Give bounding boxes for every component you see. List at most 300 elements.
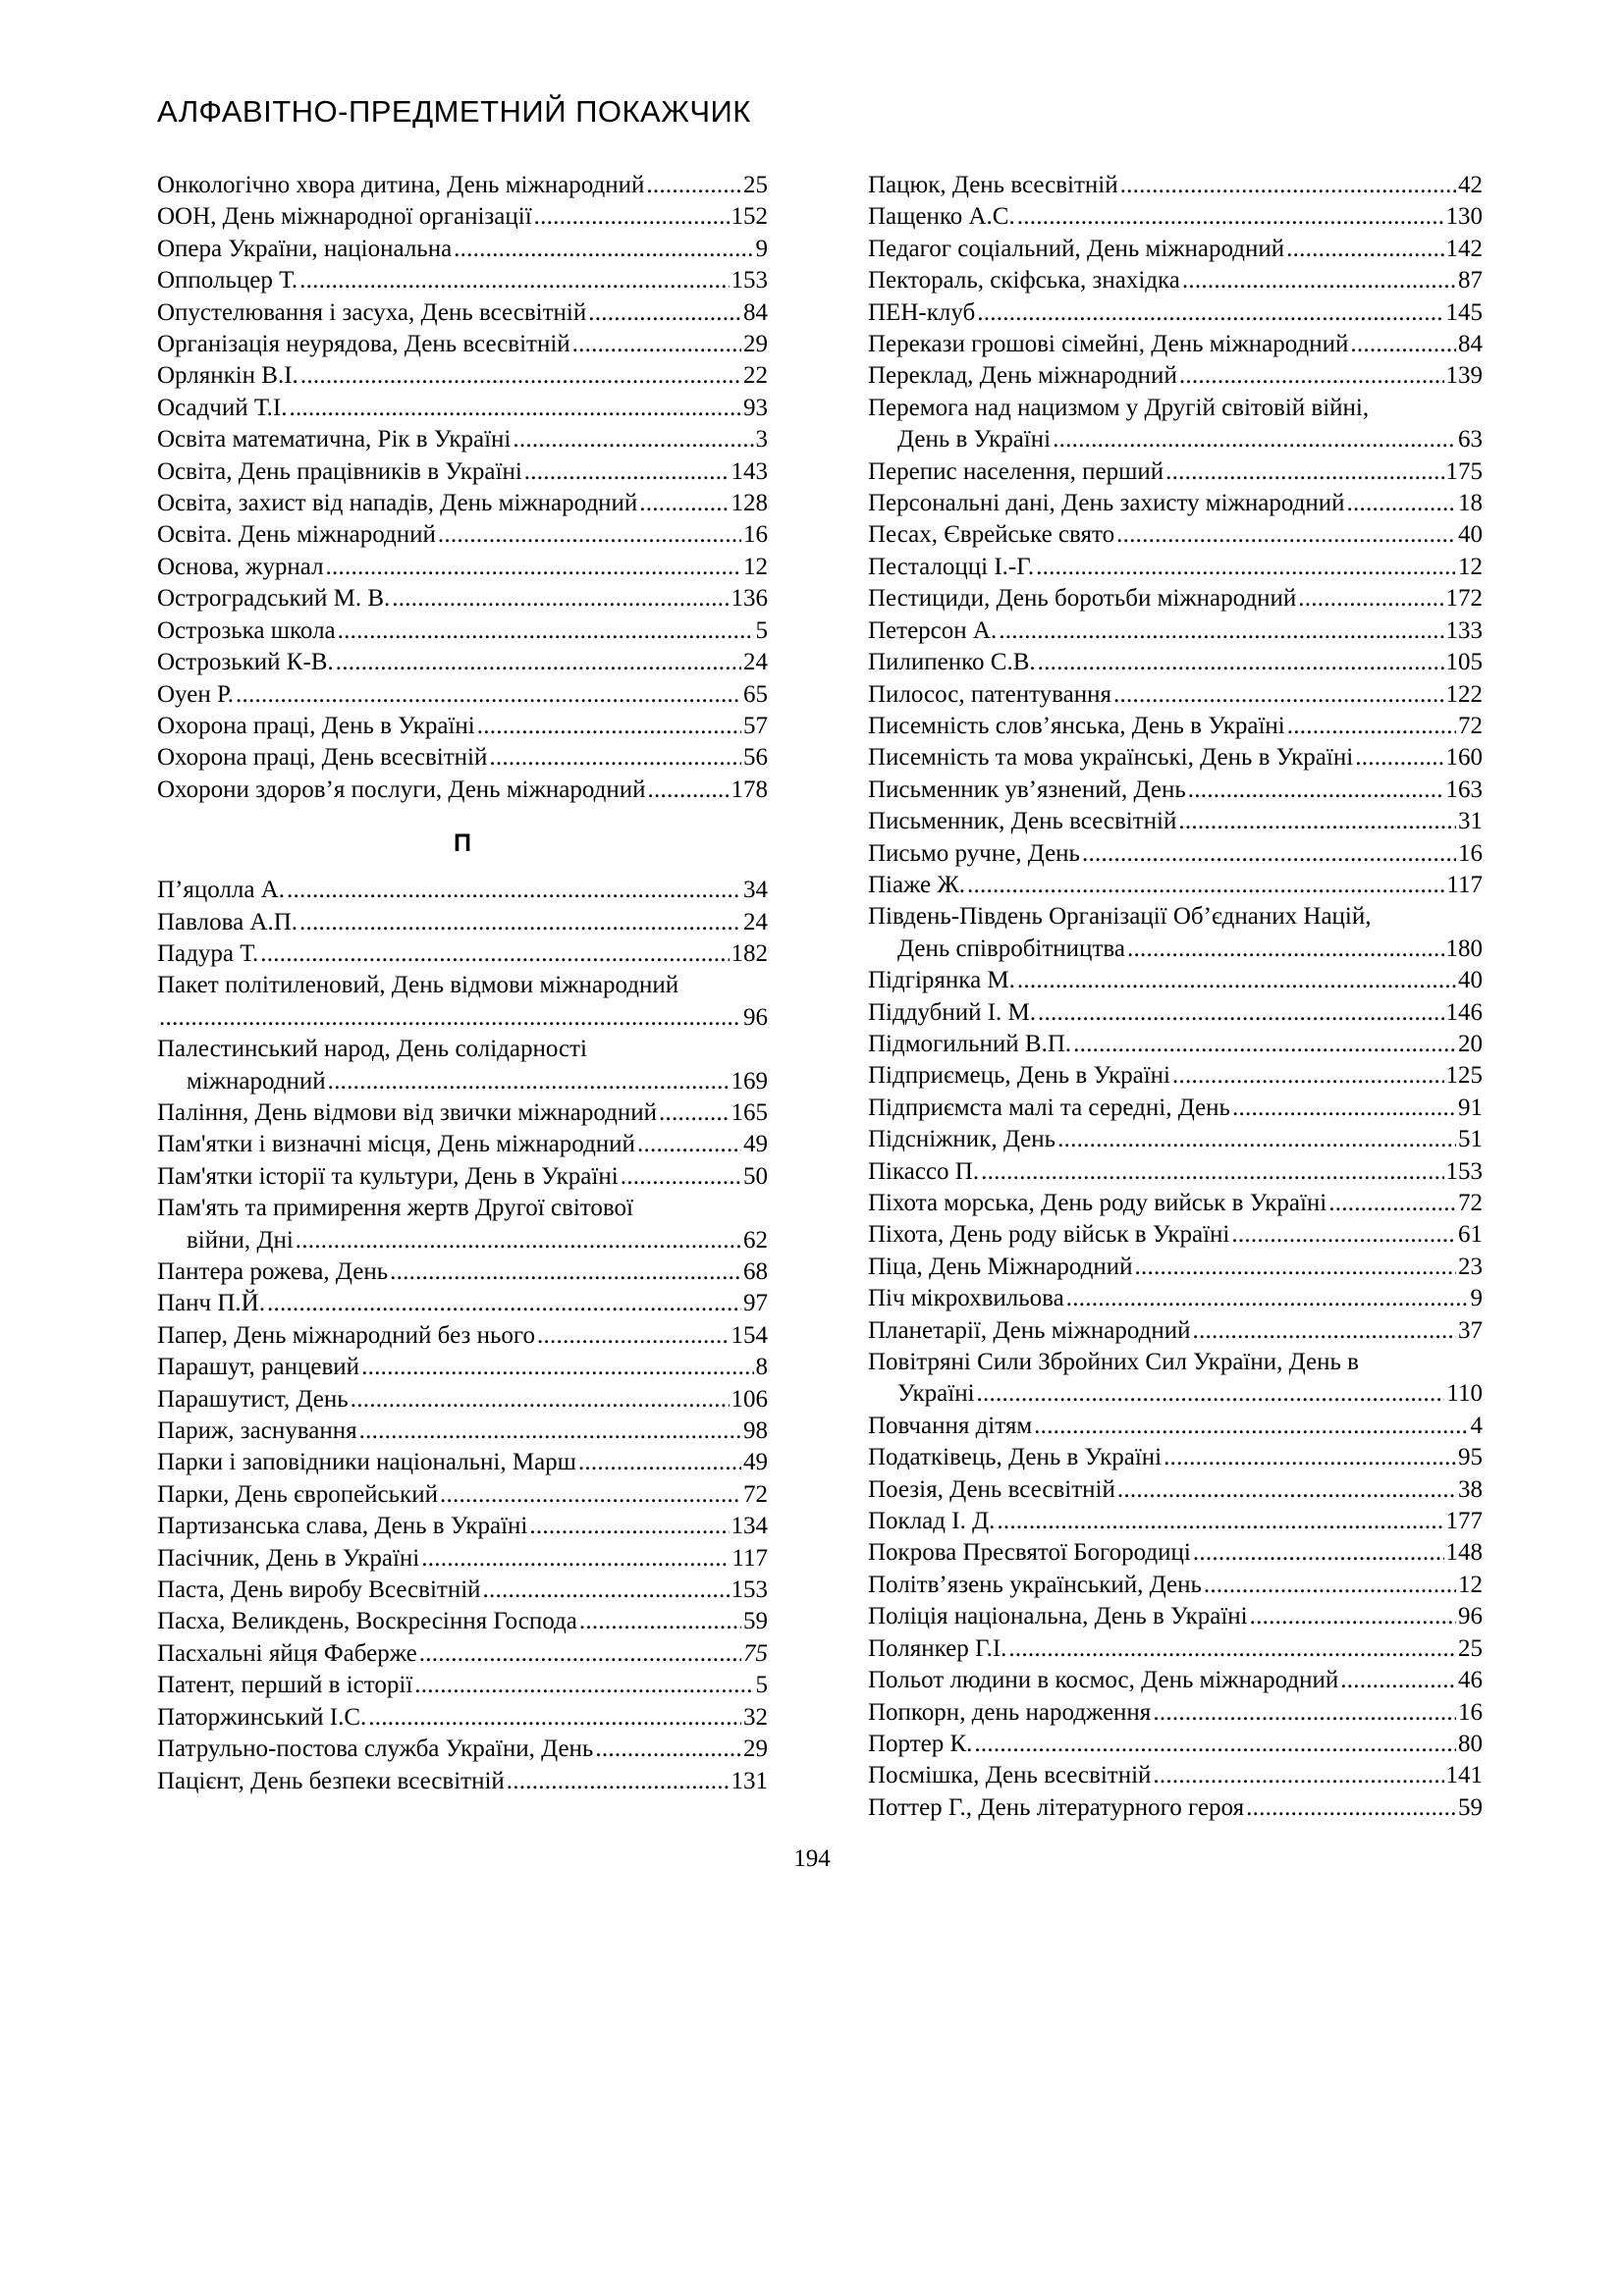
dot-leader xyxy=(1178,806,1456,837)
entry-page: 24 xyxy=(743,908,768,935)
entry-page: 5 xyxy=(755,616,768,644)
entry-term: Перекази грошові сімейні, День міжнародний xyxy=(868,331,1349,358)
dot-leader xyxy=(338,615,754,647)
index-entry xyxy=(868,870,1483,901)
entry-term: Піаже Ж. xyxy=(868,871,966,898)
index-entry xyxy=(157,1415,768,1447)
dot-leader xyxy=(390,1256,741,1288)
entry-page: 5 xyxy=(755,1672,768,1699)
dot-leader xyxy=(1053,424,1456,455)
index-entry xyxy=(868,1252,1483,1283)
entry-term: Піхота морська, День роду вийськ в Україні xyxy=(868,1190,1327,1216)
entry-page: 12 xyxy=(1458,1571,1483,1598)
entry-term: Писемність та мова українські, День в Україні xyxy=(868,744,1354,772)
dot-leader xyxy=(1017,201,1444,233)
dot-leader xyxy=(392,583,729,614)
index-entry xyxy=(868,901,1483,965)
entry-page: 49 xyxy=(743,1449,768,1476)
entry-term-continued: війни, Дні xyxy=(187,1226,294,1254)
section-letter: П xyxy=(454,829,471,858)
dot-leader xyxy=(1355,742,1443,774)
index-entry xyxy=(868,1283,1483,1314)
entry-page: 143 xyxy=(731,457,768,485)
dot-leader xyxy=(1179,360,1444,392)
dot-leader xyxy=(1346,488,1456,519)
dot-leader xyxy=(267,1288,741,1319)
entry-page: 175 xyxy=(1445,457,1483,485)
index-entry xyxy=(157,297,768,329)
entry-term: Песах, Єврейське свято xyxy=(868,521,1115,549)
entry-page: 160 xyxy=(1445,744,1483,772)
entry-term: Остроградський М. В. xyxy=(157,585,391,613)
entry-page: 145 xyxy=(1445,298,1483,326)
index-entry xyxy=(868,201,1483,233)
entry-page: 153 xyxy=(1445,1157,1483,1185)
dot-leader xyxy=(997,1506,1443,1537)
entry-term: Підприємець, День в Україні xyxy=(868,1062,1170,1090)
entry-term: Осадчий Т.І. xyxy=(157,394,288,421)
dot-leader xyxy=(639,488,729,519)
entry-term: Підприємста малі та середні, День xyxy=(868,1094,1230,1121)
entry-page: 25 xyxy=(1458,1634,1483,1662)
dot-leader xyxy=(1135,1252,1456,1283)
entry-page: 40 xyxy=(1458,967,1483,994)
index-entry xyxy=(868,1697,1483,1729)
entry-term: Писемність слов’янська, День в Україні xyxy=(868,712,1285,739)
index-entry xyxy=(157,552,768,583)
index-entry xyxy=(868,552,1483,583)
index-entry xyxy=(157,1638,768,1670)
index-entry xyxy=(868,519,1483,551)
index-entry xyxy=(157,1256,768,1288)
index-entry xyxy=(157,1129,768,1160)
entry-page: 3 xyxy=(755,426,768,454)
index-entry xyxy=(157,1320,768,1352)
dot-leader xyxy=(1082,838,1456,870)
entry-page: 84 xyxy=(743,298,768,326)
dot-leader xyxy=(1165,456,1443,488)
entry-page: 152 xyxy=(731,203,768,231)
dot-leader xyxy=(326,552,741,583)
dot-leader xyxy=(513,424,753,455)
dot-leader xyxy=(1127,934,1444,965)
entry-term: Партизанська слава, День в Україні xyxy=(157,1513,528,1540)
index-entry xyxy=(868,1411,1483,1442)
dot-leader xyxy=(595,1734,741,1765)
entry-term: Освіта, захист від нападів, День міжнародний xyxy=(157,490,638,517)
entry-term: Повітряні Сили Збройних Сил України, День в xyxy=(868,1349,1359,1376)
index-entry xyxy=(157,1702,768,1734)
dot-leader xyxy=(646,170,741,201)
entry-term: Павлова А.П. xyxy=(157,908,298,935)
dot-leader xyxy=(368,1702,741,1734)
entry-page: 56 xyxy=(743,744,768,772)
dot-leader xyxy=(299,907,741,938)
entry-page: 96 xyxy=(1458,1603,1483,1630)
entry-term: Піца, День Міжнародний xyxy=(868,1253,1133,1280)
entry-term: Освіта, День працівників в Україні xyxy=(157,457,522,485)
index-entry xyxy=(868,1474,1483,1506)
index-entry xyxy=(868,583,1483,614)
entry-page: 50 xyxy=(743,1162,768,1190)
entry-term: Організація неурядова, День всесвітній xyxy=(157,331,570,358)
entry-term: Підгірянка М. xyxy=(868,967,1015,994)
entry-page: 31 xyxy=(1458,808,1483,835)
index-entry xyxy=(868,1029,1483,1060)
index-entry xyxy=(868,1570,1483,1601)
dot-leader xyxy=(289,393,741,424)
entry-term: Опустелювання і засуха, День всесвітній xyxy=(157,298,587,326)
entry-page: 65 xyxy=(743,680,768,708)
dot-leader xyxy=(336,647,741,678)
entry-term: Папер, День міжнародний без нього xyxy=(157,1321,536,1349)
index-entry xyxy=(157,1511,768,1542)
dot-leader xyxy=(1188,774,1444,806)
entry-page: 32 xyxy=(743,1703,768,1731)
dot-leader xyxy=(977,1378,1445,1410)
entry-term: Острозька школа xyxy=(157,616,336,644)
entry-page: 25 xyxy=(743,172,768,198)
entry-page: 163 xyxy=(1445,775,1483,803)
entry-page: 37 xyxy=(1458,1316,1483,1344)
dot-leader xyxy=(637,1129,741,1160)
entry-page: 131 xyxy=(731,1767,768,1794)
dot-leader xyxy=(489,742,741,774)
index-entry xyxy=(157,583,768,614)
entry-page: 75 xyxy=(743,1639,768,1667)
index-entry xyxy=(157,1288,768,1319)
entry-page: 29 xyxy=(743,331,768,358)
entry-term: Пестициди, День боротьби міжнародний xyxy=(868,585,1297,613)
dot-leader xyxy=(1038,647,1444,678)
index-entry xyxy=(157,265,768,296)
dot-leader xyxy=(1017,965,1456,996)
index-entry xyxy=(868,1760,1483,1791)
dot-leader xyxy=(299,265,729,296)
entry-page: 141 xyxy=(1445,1762,1483,1789)
entry-term: Пилипенко С.В. xyxy=(868,649,1036,676)
dot-leader xyxy=(1298,583,1443,614)
index-entry xyxy=(157,1193,768,1256)
entry-term: Основа, журнал xyxy=(157,553,324,580)
index-entry xyxy=(868,679,1483,711)
entry-page: 62 xyxy=(743,1226,768,1254)
entry-term: Парашут, ранцевий xyxy=(157,1354,360,1381)
dot-leader xyxy=(1193,1537,1444,1569)
index-entry xyxy=(157,711,768,742)
index-entry xyxy=(868,1442,1483,1473)
index-entry xyxy=(868,774,1483,806)
index-entry xyxy=(157,647,768,678)
dot-leader xyxy=(1036,552,1456,583)
index-entry xyxy=(157,519,768,551)
entry-term: Падура Т. xyxy=(157,939,259,967)
entry-page: 49 xyxy=(743,1131,768,1158)
dot-leader xyxy=(647,774,729,806)
index-entry xyxy=(868,1633,1483,1665)
dot-leader xyxy=(296,1225,741,1256)
entry-page: 20 xyxy=(1458,1030,1483,1057)
entry-term: Паторжинський І.С. xyxy=(157,1703,367,1731)
index-entry xyxy=(868,1347,1483,1411)
entry-page: 122 xyxy=(1445,680,1483,708)
entry-page: 125 xyxy=(1445,1062,1483,1090)
index-group-o xyxy=(157,170,768,806)
dot-leader xyxy=(572,329,741,360)
entry-term: Парашутист, День xyxy=(157,1385,349,1413)
dot-leader xyxy=(1117,1474,1456,1506)
index-entry xyxy=(868,265,1483,296)
entry-term: Письмо ручне, День xyxy=(868,839,1080,867)
index-entry xyxy=(868,1315,1483,1347)
index-entry xyxy=(157,456,768,488)
entry-page: 59 xyxy=(743,1608,768,1635)
entry-term: Попкорн, день народження xyxy=(868,1698,1152,1726)
index-entry xyxy=(157,329,768,360)
entry-page: 146 xyxy=(1445,998,1483,1026)
dot-leader xyxy=(260,938,729,970)
index-entry xyxy=(868,488,1483,519)
entry-term: Пацієнт, День безпеки всесвітній xyxy=(157,1767,505,1794)
dot-leader xyxy=(1350,329,1456,360)
index-entry xyxy=(868,647,1483,678)
index-entry xyxy=(868,1665,1483,1696)
entry-term: Паління, День відмови від звички міжнародний xyxy=(157,1098,658,1126)
entry-term: Пантера рожева, День xyxy=(157,1258,389,1285)
entry-page: 169 xyxy=(731,1067,768,1095)
index-entry xyxy=(868,1219,1483,1251)
entry-term: Панч П.Й. xyxy=(157,1290,265,1317)
entry-term: Поліція національна, День в Україні xyxy=(868,1603,1248,1630)
index-entry xyxy=(868,1188,1483,1219)
index-entry xyxy=(157,488,768,519)
entry-page: 16 xyxy=(1458,1698,1483,1726)
entry-page: 148 xyxy=(1445,1539,1483,1567)
entry-term: Пасхальні яйця Фаберже xyxy=(157,1639,417,1667)
entry-term-continued: День в Україні xyxy=(897,426,1052,454)
entry-term: Пам'ять та примирення жертв Другої світової xyxy=(157,1195,633,1222)
entry-term: Пектораль, скіфська, знахідка xyxy=(868,267,1180,294)
entry-page: 40 xyxy=(1458,521,1483,549)
entry-term: Охорона праці, День в Україні xyxy=(157,712,475,739)
index-entry xyxy=(868,1156,1483,1188)
entry-page: 91 xyxy=(1458,1094,1483,1121)
entry-page: 57 xyxy=(743,712,768,739)
entry-page: 105 xyxy=(1445,649,1483,676)
entry-page: 51 xyxy=(1458,1126,1483,1153)
dot-leader xyxy=(524,456,730,488)
entry-term: Педагог соціальний, День міжнародний xyxy=(868,235,1285,262)
entry-term: Підмогильний В.П. xyxy=(868,1030,1072,1057)
index-column-right xyxy=(868,170,1483,1824)
entry-term: Пікассо П. xyxy=(868,1157,980,1185)
dot-leader xyxy=(236,679,741,711)
index-entry xyxy=(868,806,1483,837)
entry-term: Освіта математична, Рік в Україні xyxy=(157,426,512,454)
entry-term: Полянкер Г.І. xyxy=(868,1634,1007,1662)
index-entry xyxy=(157,679,768,711)
entry-term: Персональні дані, День захисту міжнародний xyxy=(868,490,1345,517)
index-entry xyxy=(868,1506,1483,1537)
entry-term: Орлянкін В.І. xyxy=(157,362,298,390)
index-entry xyxy=(157,1606,768,1637)
entry-page: 8 xyxy=(755,1354,768,1381)
entry-term-continued: міжнародний xyxy=(187,1067,326,1095)
entry-page: 12 xyxy=(1458,553,1483,580)
dot-leader xyxy=(1172,1060,1444,1092)
dot-leader xyxy=(1057,1124,1456,1155)
index-entry xyxy=(868,170,1483,201)
dot-leader xyxy=(1182,265,1456,296)
entry-term: Посмішка, День всесвітній xyxy=(868,1762,1152,1789)
index-entry xyxy=(157,1766,768,1797)
entry-term: Письменник, День всесвітній xyxy=(868,808,1177,835)
entry-page: 110 xyxy=(1446,1380,1483,1408)
entry-term: Пакет політиленовий, День відмови міжнародний xyxy=(157,972,679,999)
entry-term: Підсніжник, День xyxy=(868,1126,1056,1153)
entry-page: 136 xyxy=(731,585,768,613)
dot-leader xyxy=(414,1670,753,1701)
entry-term: Парки і заповідники національні, Марш xyxy=(157,1449,576,1476)
index-entry xyxy=(157,938,768,970)
entry-page: 80 xyxy=(1458,1730,1483,1757)
entry-term: Портер К. xyxy=(868,1730,973,1757)
page-number: 194 xyxy=(793,1845,831,1872)
entry-page: 18 xyxy=(1458,490,1483,517)
entry-term: Польот людини в космос, День міжнародний xyxy=(868,1667,1339,1694)
entry-page: 46 xyxy=(1458,1667,1483,1694)
dot-leader xyxy=(328,1066,730,1097)
dot-leader xyxy=(1232,1093,1456,1124)
index-entry xyxy=(868,1601,1483,1632)
entry-page: 9 xyxy=(755,235,768,262)
dot-leader xyxy=(1287,711,1456,742)
entry-page: 180 xyxy=(1445,934,1483,962)
entry-term: Пацюк, День всесвітній xyxy=(868,172,1118,198)
index-entry xyxy=(868,1093,1483,1124)
entry-term: Покрова Пресвятої Богородиці xyxy=(868,1539,1191,1567)
index-column-left xyxy=(157,170,768,1797)
dot-leader xyxy=(588,297,741,329)
dot-leader xyxy=(419,1638,741,1670)
index-entry xyxy=(868,360,1483,392)
entry-page: 117 xyxy=(731,1544,768,1572)
page-title: АЛФАВІТНО-ПРЕДМЕТНИЙ ПОКАЖЧИК xyxy=(157,94,751,129)
index-entry xyxy=(157,170,768,201)
dot-leader xyxy=(421,1543,730,1575)
dot-leader xyxy=(1164,1442,1456,1473)
entry-page: 59 xyxy=(1458,1793,1483,1821)
entry-page: 139 xyxy=(1445,362,1483,390)
dot-leader xyxy=(1231,1219,1456,1251)
entry-term: Поклад І. Д. xyxy=(868,1508,996,1535)
entry-term: Паста, День виробу Всесвітній xyxy=(157,1576,481,1604)
entry-term-continued: Україні xyxy=(897,1380,975,1408)
dot-leader xyxy=(1153,1760,1443,1791)
entry-term: Піч мікрохвильова xyxy=(868,1285,1064,1312)
entry-term: Поезія, День всесвітній xyxy=(868,1475,1115,1503)
entry-term: Опера України, національна xyxy=(157,235,453,262)
dot-leader xyxy=(477,711,741,742)
entry-term: П’яцолла А. xyxy=(157,877,286,904)
entry-page: 34 xyxy=(743,877,768,904)
index-entry xyxy=(157,360,768,392)
dot-leader xyxy=(1120,170,1456,201)
entry-page: 72 xyxy=(743,1480,768,1508)
index-entry xyxy=(868,838,1483,870)
entry-term: Політв’язень український, День xyxy=(868,1571,1202,1598)
entry-term: Поттер Г., День літературного героя xyxy=(868,1793,1245,1821)
dot-leader xyxy=(1008,1633,1456,1665)
entry-page: 153 xyxy=(731,1576,768,1604)
entry-term: Пасічник, День в Україні xyxy=(157,1544,420,1572)
dot-leader xyxy=(300,360,741,392)
entry-page: 182 xyxy=(731,939,768,967)
dot-leader xyxy=(359,1415,741,1447)
dot-leader xyxy=(440,1479,741,1511)
dot-leader xyxy=(579,1606,741,1637)
entry-term: Парки, День європейський xyxy=(157,1480,438,1508)
entry-term: Патрульно-постова служба України, День xyxy=(157,1735,594,1763)
dot-leader xyxy=(1153,1697,1456,1729)
index-entry xyxy=(157,774,768,806)
index-entry xyxy=(157,742,768,774)
index-entry xyxy=(868,615,1483,647)
index-entry xyxy=(868,1729,1483,1760)
entry-term: Перемога над нацизмом у Другій світовій війні, xyxy=(868,394,1370,421)
entry-page: 172 xyxy=(1445,585,1483,613)
index-entry xyxy=(868,234,1483,265)
entry-page: 96 xyxy=(743,1003,768,1031)
entry-term: Перепис населення, перший xyxy=(868,457,1164,485)
entry-page: 128 xyxy=(731,490,768,517)
dot-leader xyxy=(621,1161,741,1193)
entry-page: 95 xyxy=(1458,1444,1483,1471)
entry-term: Податківець, День в Україні xyxy=(868,1444,1163,1471)
dot-leader xyxy=(1066,1283,1469,1314)
entry-term: Оппольцер Т. xyxy=(157,267,298,294)
entry-page: 87 xyxy=(1458,267,1483,294)
entry-term: Південь-Південь Організації Об’єднаних Націй, xyxy=(868,903,1372,931)
dot-leader xyxy=(977,297,1443,329)
index-entry xyxy=(157,1161,768,1193)
index-entry xyxy=(157,970,768,1034)
index-entry xyxy=(868,1124,1483,1155)
entry-page: 9 xyxy=(1470,1285,1483,1312)
entry-term: Оуен Р. xyxy=(157,680,234,708)
dot-leader xyxy=(287,875,741,906)
entry-page: 72 xyxy=(1458,712,1483,739)
entry-page: 38 xyxy=(1458,1475,1483,1503)
entry-term: Пам'ятки і визначні місця, День міжнародний xyxy=(157,1131,635,1158)
dot-leader xyxy=(438,519,741,551)
entry-page: 24 xyxy=(743,649,768,676)
dot-leader xyxy=(1113,679,1444,711)
index-entry xyxy=(157,201,768,233)
entry-term: Піддубний І. М. xyxy=(868,998,1037,1026)
index-entry xyxy=(868,456,1483,488)
entry-term: Пам'ятки історії та культури, День в Україні xyxy=(157,1162,619,1190)
dot-leader xyxy=(454,234,753,265)
dot-leader xyxy=(351,1384,730,1415)
index-entry xyxy=(868,997,1483,1029)
entry-page: 97 xyxy=(743,1290,768,1317)
dot-leader xyxy=(534,201,730,233)
dot-leader xyxy=(967,870,1444,901)
entry-term: Повчання дітям xyxy=(868,1412,1033,1439)
index-entry xyxy=(157,875,768,906)
dot-leader xyxy=(1192,1315,1456,1347)
